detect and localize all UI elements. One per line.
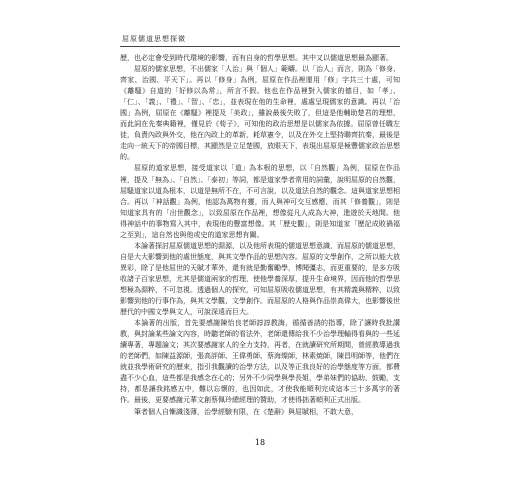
running-header: 屈原儒道思想探微 xyxy=(122,35,186,43)
paragraph-continuation: 歷，也必定會受到時代環境的影響，而有自身的哲學思想。其中又以儒道思想最為顯著。 xyxy=(120,54,393,62)
page-number: 18 xyxy=(254,438,266,447)
paragraph-acknowledgements: 本論著的出版，首先要感謝陳怡良老師諄諄教誨，循循善誘的指導，除了讓時我批講教，與封論某些論文內容，時聽老師的看法外，老師還傳給我不少治學理輸得看與的一些延續專著，專題論文；其次要感謝家人的全力支持，再者，在就讀研究所期間，曾經教導過我的老師們，如陳益源師，張高評師、王偉勇師、蔡海燦師，林素焼師，陳昌明師等，他們在就並我學術研究的歷來，指引我觀讀的治學方法，以及等正我良好的治學態度等方面，都費盡不少心血，這些都是我感念在心的；另外不少同學與學長姐，學弟妹們的協助，鼓勵，支持，都是讓我銘感五中，難以忘懷的，也因如此，才使我能順利完成這本三十多萬字的著作。最後，更要感謝元華文創蔡佩玲總經理的贊助，才使得拙著順利正式出版。 xyxy=(120,319,400,405)
paragraph-daoist-thought: 屈原的道家思想，接受道家以「道」為本根的思想，以「自然觀」為例，屈原在作品裡，提及「無為」、「自然」、「泰初」等詞，都是道家學者常用的詞彙，說明屈原的自然觀，屈騷道家以道為根本，以道是無所不在，不可言說，以及道法自然的觀念。這與道家思想相合。再以「神話觀」為例，他認為萬物有靈，而人與神可交互感應，而其「修養觀」，則是知道家具有的「出世觀念」，以致屈原在作品裡，想像從凡人成為大神，進遊於天地間。他得神話中的事物寫入其中，表現他的豐富想像。其「歷史觀」，則是知道家「歷記成敗禍福之至到」，這自然也與他或史的道家思想有關。 xyxy=(120,164,400,239)
paragraph-confucian-thought: 屈原的儒家思想，不出儒家「人治」與「個人」範疇。以「治人」而言，則為「修身、齊家、治國、平天下」。再以「修身」為例，屈原在作品裡運用「修」字共三十處，可知《離騷》自道的「好修以為常」，所言不假。他也在作品裡對入儒家的德目，如「孝」、「仁」、「義」、「禮」、「智」、「忠」，並表現在他的生命裡，處處呈現儒家的意識。再以「治國」為例，屈原在《離騷》裡提及「美政」，雖說最後失敗了，但這是他輔助楚君的理想，而此詞在先秦典籍裡，僅見於《荀子》，可知他的政治思想是以儒家為依據。屈原曾任職左徒，負責內政與外交，他在內政上的革新，耗草憲令，以及在外交上堅持聯齊抗秦，最後是走向一統天下的帝國目標，其顯然是立足楚國，放眼天下，表現出屈原是極豐儒家政治思想的。 xyxy=(120,65,400,162)
paragraph-closing: 筆者個人自慚識淺薄，治學經驗有限，在《楚辭》與屈賦相，不敢大意， xyxy=(134,407,358,416)
header-rule xyxy=(120,46,400,47)
paragraph-study-purpose: 本論著探討屈原儒道思想的淵源，以及他所表現的儒道思想意識，而屈原的儒道思想，自是大大影響到他的處世態度，與其文學作品的思想內容。屈原的文學創作，之所以能大放異彩，除了是他屈世的天賦才華外，還有就是勤奮勵學，博聞彊志，而更重要的，是多方吸收諸子百家思想，尤其是儒道兩家的哲理，使他學養深厚，提升生命境界，因而他的哲學思想極為淵粹，不可忽視。透過個人的探究，可知屈原吸收儒道思想，有其精義與精粹，以致影響到他的行事作為，與其文學觀、文學創作。而屈原的人格與作品崇高偉大，也影響後世歷代的中國文學與文人，可說深遠而巨大。 xyxy=(120,241,400,317)
body-text xyxy=(120,53,400,418)
